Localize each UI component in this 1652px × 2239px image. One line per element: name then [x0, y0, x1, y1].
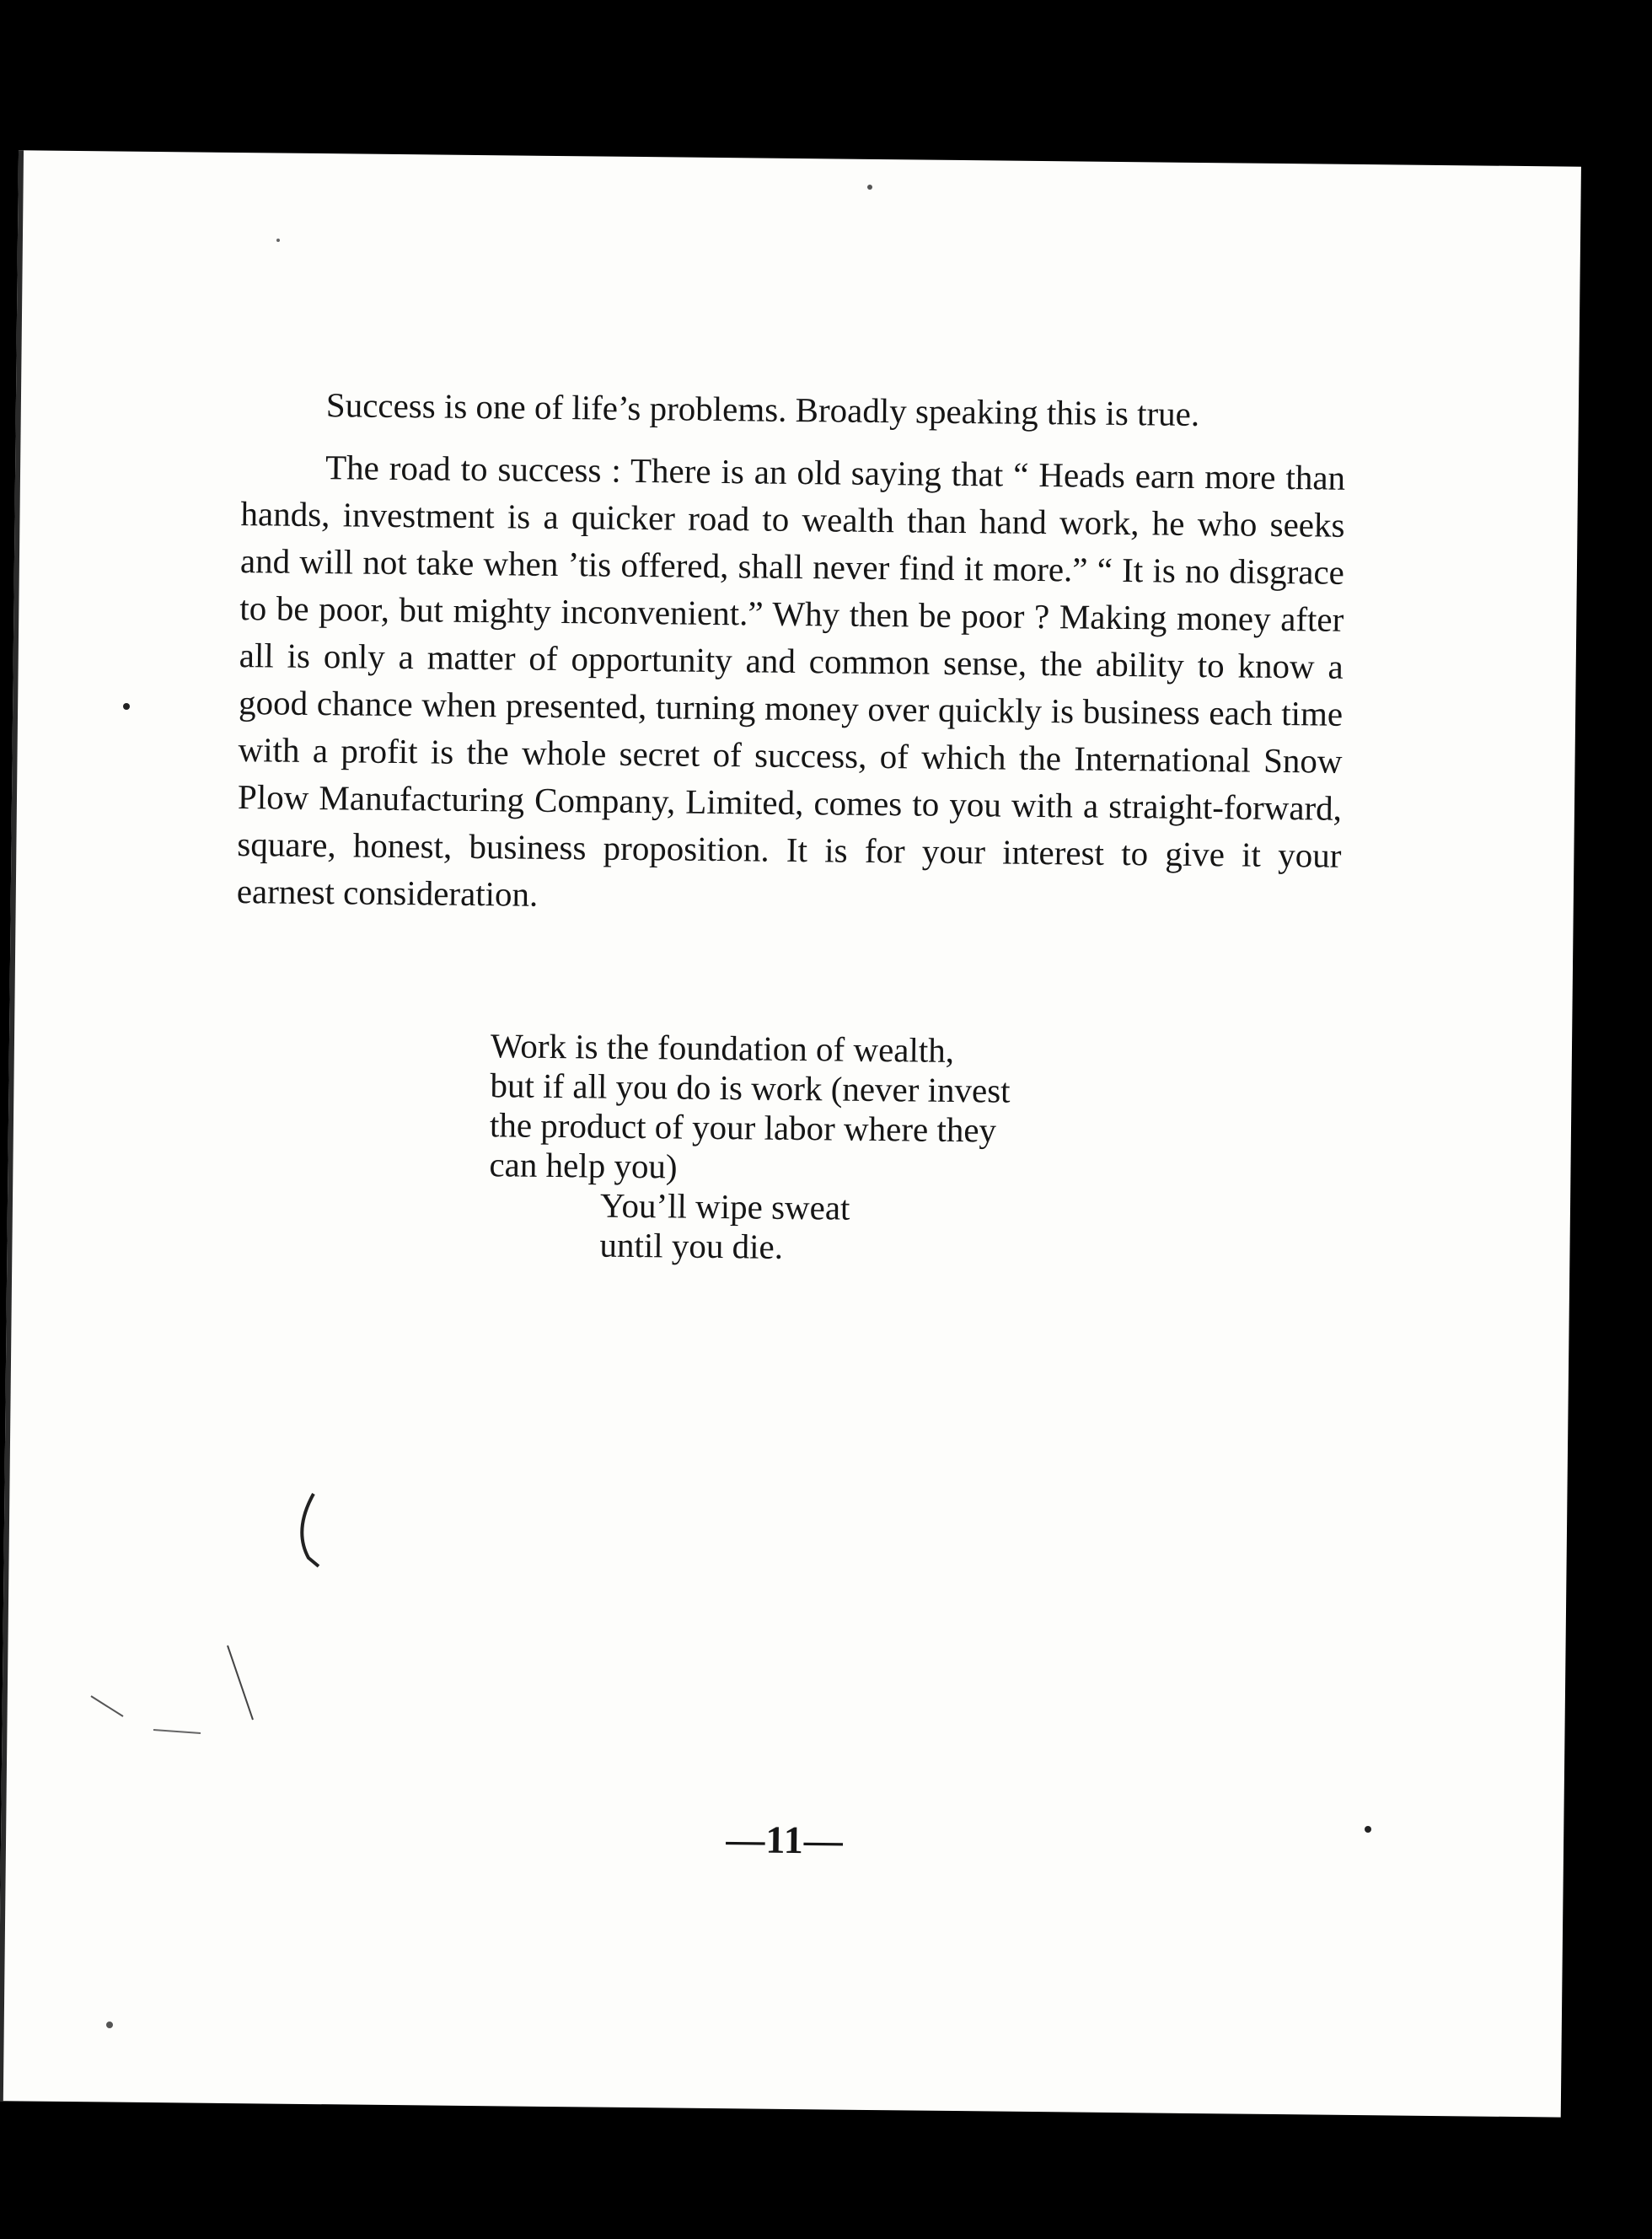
- verse-line: until you die.: [599, 1225, 784, 1266]
- paragraph-intro: Success is one of life’s problems. Broadly speaking this is true.: [325, 385, 1200, 433]
- verse-block: [488, 1026, 1131, 1270]
- paragraph-road-to-success: The road to success : There is an old saying that “ Heads earn more than hands, investment is a quicker road to wealth than hand work, he who seeks and will not take when ’tis offered, shall never find it more.” “ It is no disgrace to be poor, but mighty inconvenient.” Why then be poor ? Making money after all is only a matter of opportunity and common sense, the ability to know a good chance when presented, turning money over quickly is business each time with a profit is the whole secret of success, of which the International Snow Plow Manufacturing Company, Limited, comes to you with a straight-forward, square, honest, business proposition. It is for your interest to give it your earnest consideration.: [236, 448, 1346, 914]
- body-text: [237, 380, 1347, 926]
- verse-line: can help you): [489, 1145, 678, 1186]
- verse-line: Work is the foundation of wealth,: [490, 1026, 955, 1070]
- verse-line: but if all you do is work (never invest: [490, 1066, 1011, 1110]
- book-page: [0, 150, 1581, 2117]
- verse-line: the product of your labor where they: [489, 1105, 997, 1150]
- verse-line: You’ll wipe sweat: [599, 1185, 850, 1227]
- page-number: —11—: [726, 1818, 845, 1862]
